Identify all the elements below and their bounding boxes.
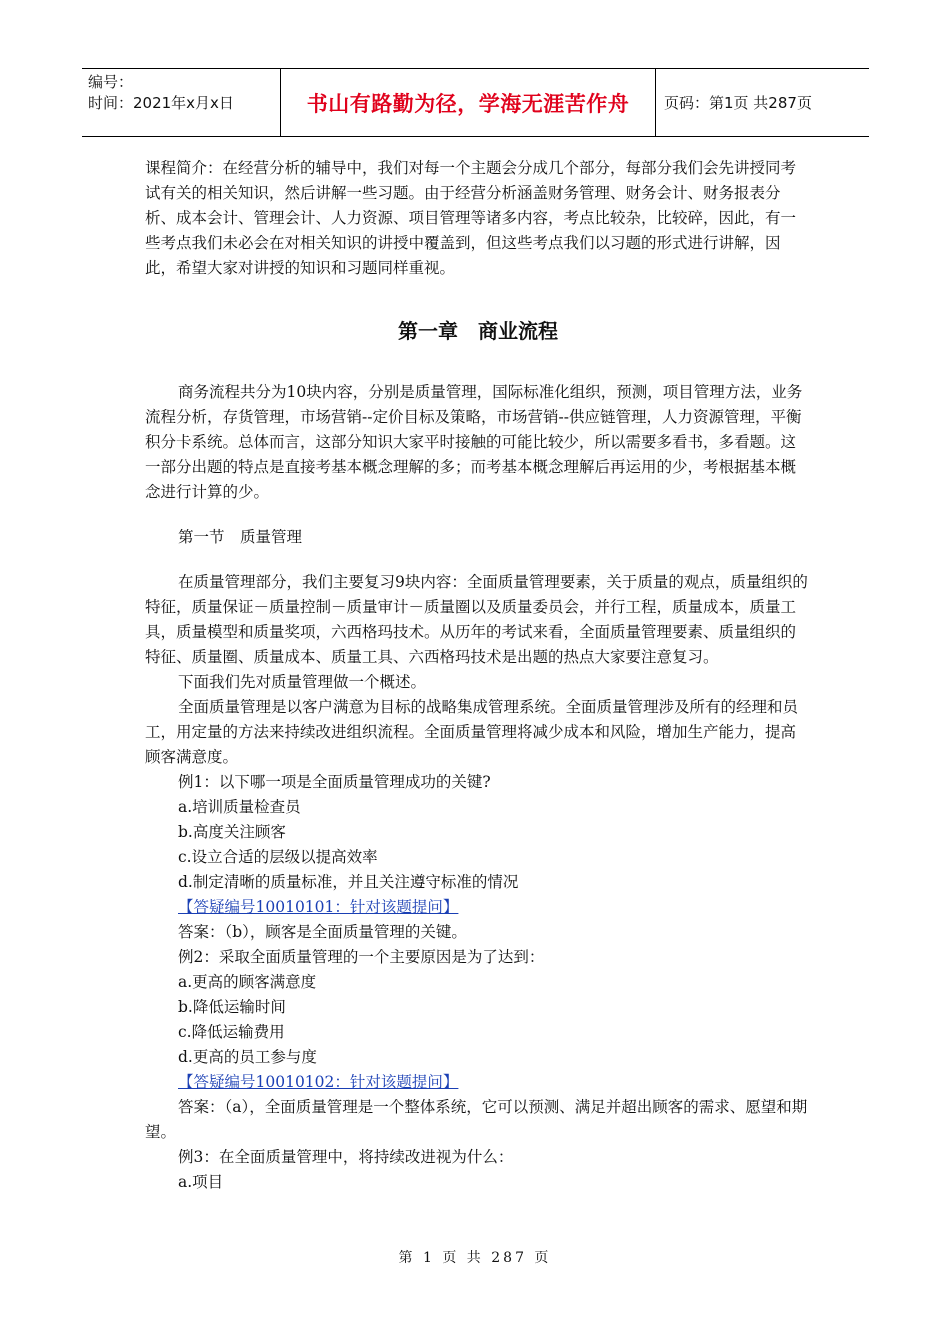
- section-intro: 在质量管理部分，我们主要复习9块内容：全面质量管理要素，关于质量的观点，质量组织的特征，质量保证－质量控制－质量审计－质量圈以及质量委员会，并行工程，质量成本，质量工具，质量模型和质量奖项，六西格玛技术。从历年的考试来看，全面质量管理要素、质量组织的特征、质量圈、质量成本、质量工具、六西格玛技术是出题的热点大家要注意复习。: [145, 573, 808, 666]
- example3-option-a: a.项目: [178, 1173, 224, 1191]
- code-label: 编号：: [88, 73, 134, 91]
- chapter-title: 第一章 商业流程: [398, 319, 558, 343]
- document-body: [145, 156, 811, 1195]
- header-meta: [82, 69, 281, 136]
- page-footer: 第 1 页 共 287 页: [398, 1250, 552, 1266]
- example2-option-b: b.降低运输时间: [178, 998, 286, 1016]
- header-page-info: 页码：第1页 共287页: [664, 94, 812, 112]
- chapter-intro: 商务流程共分为10块内容，分别是质量管理，国际标准化组织，预测，项目管理方法，业务流程分析，存货管理，市场营销--定价目标及策略，市场营销--供应链管理，人力资源管理，平衡积分卡系统。总体而言，这部分知识大家平时接触的可能比较少，所以需要多看书，多看题。这一部分出题的特点是直接考基本概念理解的多；而考基本概念理解后再运用的少，考根据基本概念进行计算的少。: [145, 383, 803, 501]
- date-label: 时间：2021年x月x日: [88, 94, 234, 112]
- example2-option-a: a.更高的顾客满意度: [178, 973, 317, 991]
- intro-paragraph: 课程简介：在经营分析的辅导中，我们对每一个主题会分成几个部分，每部分我们会先讲授同考试有关的相关知识，然后讲解一些习题。由于经营分析涵盖财务管理、财务会计、财务报表分析、成本会计、管理会计、人力资源、项目管理等诸多内容，考点比较杂，比较碎，因此，有一些考点我们未必会在对相关知识的讲授中覆盖到，但这些考点我们以习题的形式进行讲解，因此，希望大家对讲授的知识和习题同样重视。: [145, 159, 797, 277]
- example1-option-b: b.高度关注顾客: [178, 823, 286, 841]
- example1-option-a: a.培训质量检查员: [178, 798, 301, 816]
- tqm-definition: 全面质量管理是以客户满意为目标的战略集成管理系统。全面质量管理涉及所有的经理和员工，用定量的方法来持续改进组织流程。全面质量管理将减少成本和风险，增加生产能力，提高顾客满意度。: [145, 698, 799, 766]
- page-header: [82, 68, 869, 137]
- header-motto: 书山有路勤为径，学海无涯苦作舟: [281, 69, 656, 136]
- example1-question-link[interactable]: 【答疑编号10010101：针对该题提问】: [178, 898, 459, 916]
- example3-question: 例3：在全面质量管理中，将持续改进视为什么：: [178, 1148, 514, 1166]
- example1-option-d: d.制定清晰的质量标准，并且关注遵守标准的情况: [178, 873, 519, 891]
- example2-answer: 答案：（a），全面质量管理是一个整体系统，它可以预测、满足并超出顾客的需求、愿望和期望。: [145, 1098, 808, 1141]
- example1-question: 例1：以下哪一项是全面质量管理成功的关键?: [178, 773, 491, 791]
- section-title: 第一节 质量管理: [178, 528, 303, 546]
- example1-answer: 答案：（b），顾客是全面质量管理的关键。: [178, 923, 467, 941]
- example2-question: 例2：采取全面质量管理的一个主要原因是为了达到：: [178, 948, 545, 966]
- example2-option-d: d.更高的员工参与度: [178, 1048, 317, 1066]
- example2-option-c: c.降低运输费用: [178, 1023, 285, 1041]
- overview-line: 下面我们先对质量管理做一个概述。: [178, 673, 427, 691]
- example2-question-link[interactable]: 【答疑编号10010102：针对该题提问】: [178, 1073, 459, 1091]
- example1-option-c: c.设立合适的层级以提高效率: [178, 848, 378, 866]
